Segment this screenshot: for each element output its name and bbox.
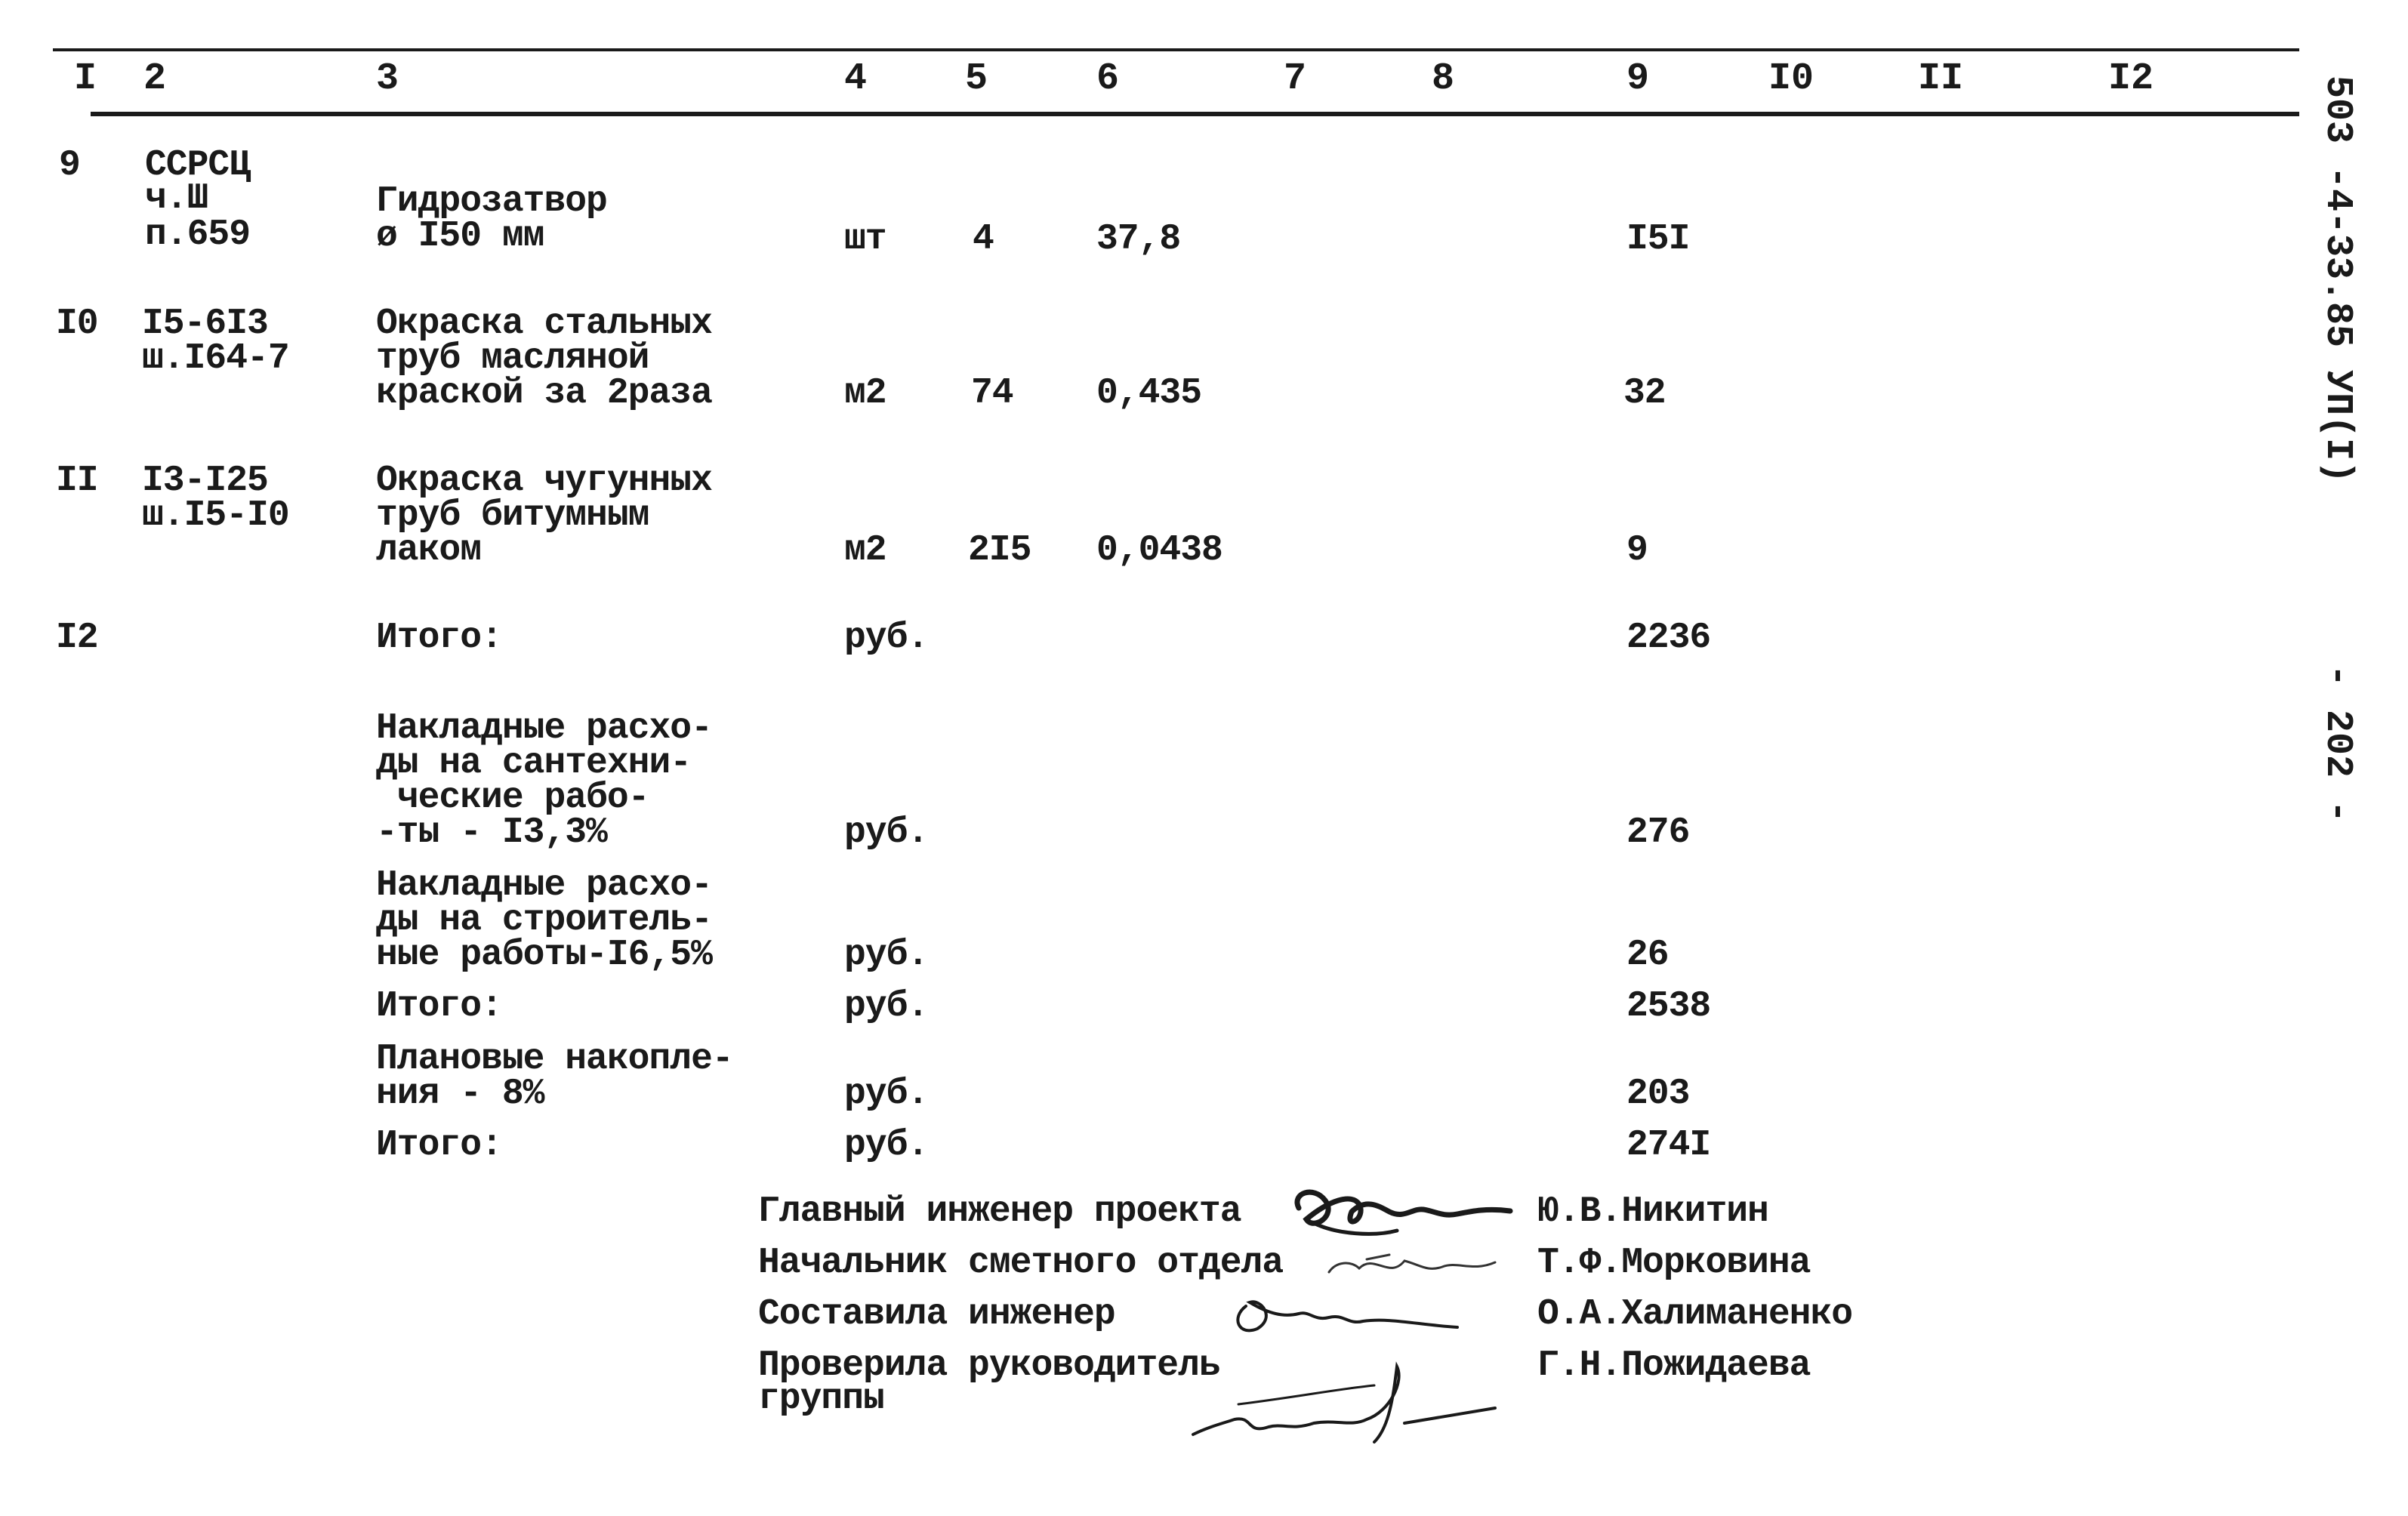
column-header: I0 (1768, 57, 1814, 100)
column-header: 2 (143, 57, 167, 100)
summary-total: 26 (1626, 935, 1669, 975)
signature-group-lead (1163, 1351, 1525, 1450)
signature-engineer (1216, 1283, 1472, 1344)
summary-label: ды на сантехни- (376, 743, 692, 784)
signature-role: группы (758, 1379, 884, 1419)
row-price: 0,0438 (1096, 530, 1222, 571)
column-header: I (74, 57, 97, 100)
signature-role: Составила инженер (758, 1294, 1115, 1335)
signature-role: Начальник сметного отдела (758, 1243, 1284, 1283)
signature-chief-engineer (1284, 1178, 1533, 1246)
row-code: ш.I5-I0 (142, 495, 289, 536)
row-number: I0 (56, 304, 98, 344)
signature-person: Г.Н.Пожидаева (1537, 1345, 1811, 1386)
summary-unit: руб. (844, 1074, 929, 1114)
summary-total: 2538 (1626, 986, 1711, 1027)
column-header: 6 (1096, 57, 1120, 100)
summary-total: 274I (1626, 1125, 1711, 1166)
summary-unit: руб. (844, 1125, 929, 1166)
row-code: ч.Ш (145, 178, 208, 219)
top-rule (53, 48, 2299, 51)
row-name: ø I50 мм (376, 216, 544, 257)
row-name: Окраска стальных (376, 304, 712, 344)
summary-label: Итого: (376, 986, 502, 1027)
column-header: 5 (965, 57, 988, 100)
signature-role: Главный инженер проекта (758, 1191, 1241, 1232)
row-total: I5I (1626, 219, 1690, 260)
row-name: труб битумным (376, 495, 649, 536)
summary-label: ные работы-I6,5% (376, 935, 712, 975)
summary-unit: руб. (844, 812, 929, 853)
row-number: 9 (59, 145, 80, 186)
row-unit: шт (844, 219, 886, 260)
column-header: 8 (1432, 57, 1455, 100)
summary-label: ды на строитель- (376, 900, 712, 941)
signature-person: Ю.В.Никитин (1537, 1191, 1768, 1232)
row-name: Гидрозатвор (376, 181, 607, 222)
row-unit: м2 (844, 373, 886, 414)
row-code: ССРСЦ (145, 145, 251, 186)
column-header: I2 (2108, 57, 2154, 100)
summary-unit: руб. (844, 618, 929, 658)
summary-total: 276 (1626, 812, 1690, 853)
signature-person: Т.Ф.Морковина (1537, 1243, 1811, 1283)
signature-role: Проверила руководитель (758, 1345, 1220, 1386)
summary-label: Итого: (376, 618, 502, 658)
row-quantity: 4 (973, 219, 994, 260)
row-price: 0,435 (1096, 373, 1202, 414)
column-header: 9 (1626, 57, 1650, 100)
row-code: п.659 (145, 214, 251, 255)
row-quantity: 2I5 (968, 530, 1031, 571)
row-unit: м2 (844, 530, 886, 571)
summary-unit: руб. (844, 986, 929, 1027)
row-number: II (56, 461, 98, 501)
document-code: 503 -4-33.85 УП(I) (2316, 75, 2359, 484)
row-code: I3-I25 (142, 461, 268, 501)
row-total: 9 (1626, 530, 1648, 571)
row-price: 37,8 (1096, 219, 1181, 260)
summary-label: ческие рабо- (376, 778, 649, 818)
column-header: 3 (376, 57, 399, 100)
row-code: ш.I64-7 (142, 338, 289, 379)
row-name: краской за 2раза (376, 373, 712, 414)
summary-total: 2236 (1626, 618, 1711, 658)
row-name: Окраска чугунных (376, 461, 712, 501)
page-number: - 202 - (2316, 664, 2359, 824)
summary-label: Накладные расхо- (376, 865, 712, 906)
row-quantity: 74 (971, 373, 1013, 414)
row-name: труб масляной (376, 338, 649, 379)
signature-person: О.А.Халиманенко (1537, 1294, 1853, 1335)
summary-label: ния - 8% (376, 1074, 544, 1114)
row-number: I2 (56, 618, 98, 658)
summary-label: Плановые накопле- (376, 1039, 733, 1080)
column-header: 7 (1284, 57, 1307, 100)
summary-label: -ты - I3,3% (376, 812, 607, 853)
column-header: 4 (844, 57, 868, 100)
row-name: лаком (376, 530, 482, 571)
header-rule (91, 112, 2299, 116)
column-header: II (1918, 57, 1964, 100)
row-code: I5-6I3 (142, 304, 268, 344)
summary-total: 203 (1626, 1074, 1690, 1114)
summary-label: Накладные расхо- (376, 708, 712, 749)
row-total: 32 (1623, 373, 1666, 414)
summary-unit: руб. (844, 935, 929, 975)
summary-label: Итого: (376, 1125, 502, 1166)
